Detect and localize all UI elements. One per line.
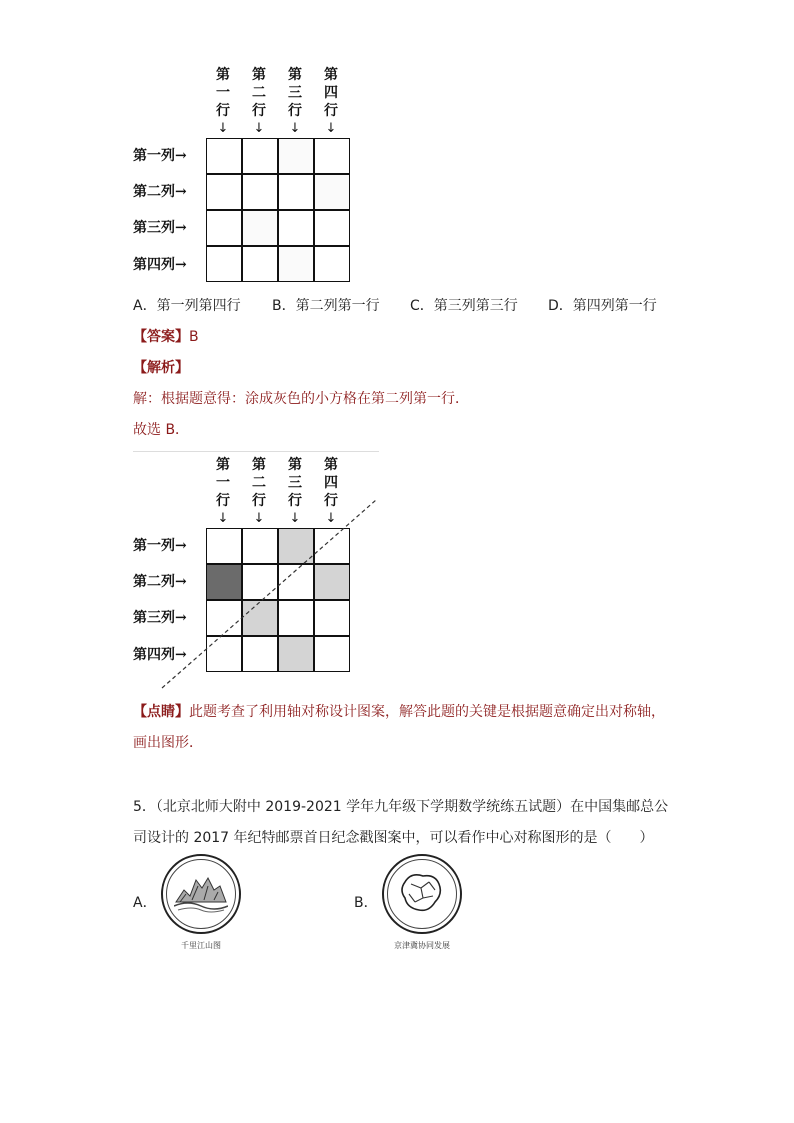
stamp-b-caption: 京津冀协同发展	[394, 941, 450, 950]
option-c: C．第三列第三行	[410, 298, 518, 314]
row-label-2: 第二列→	[133, 184, 187, 200]
option-b: B．第二列第一行	[272, 298, 380, 314]
col-header-2: 第 二 行	[252, 457, 266, 509]
stamp-a-image	[160, 852, 242, 952]
col-header-3: 第 三 行	[288, 457, 302, 509]
question5-line-2: 司设计的 2017 年纪特邮票首日纪念戳图案中，可以看作中心对称图形的是（ ）	[133, 830, 654, 846]
comment-tag: 【点睛】	[133, 704, 189, 720]
comment-text: 此题考查了利用轴对称设计图案，解答此题的关键是根据题意确定出对称轴，	[189, 704, 665, 720]
answer-tag: 【答案】	[133, 329, 189, 345]
row-label-3: 第三列→	[133, 220, 187, 236]
down-arrow-icon: ↓	[325, 511, 337, 526]
answer-value: B	[189, 329, 199, 345]
row-label-4: 第四列→	[133, 647, 187, 663]
col-header-1: 第 一 行	[216, 457, 230, 509]
down-arrow-icon: ↓	[289, 511, 301, 526]
down-arrow-icon: ↓	[253, 511, 265, 526]
comment-line-2: 画出图形．	[133, 735, 203, 751]
row-label-3: 第三列→	[133, 610, 187, 626]
col-header-2: 第 二 行	[252, 67, 266, 119]
col-header-3: 第 三 行	[288, 67, 302, 119]
question5-line-1: 5．（北京北师大附中 2019-2021 学年九年级下学期数学统练五试题）在中国集邮总公	[133, 799, 669, 815]
question5-option-a-label: A．	[133, 895, 157, 911]
col-header-1: 第 一 行	[216, 67, 230, 119]
map-icon	[395, 866, 449, 920]
comment-line-1	[133, 702, 665, 722]
row-label-4: 第四列→	[133, 257, 187, 273]
row-label-1: 第一列→	[133, 538, 187, 554]
down-arrow-icon: ↓	[253, 121, 265, 136]
stamp-a-caption: 千里江山图	[181, 941, 221, 950]
question5-option-b-label: B．	[354, 895, 378, 911]
option-d: D．第四列第一行	[548, 298, 657, 314]
down-arrow-icon: ↓	[289, 121, 301, 136]
mountain-icon	[174, 872, 228, 916]
row-label-1: 第一列→	[133, 148, 187, 164]
col-header-4: 第 四 行	[324, 67, 338, 119]
row-label-2: 第二列→	[133, 574, 187, 590]
down-arrow-icon: ↓	[325, 121, 337, 136]
option-a: A．第一列第四行	[133, 298, 241, 314]
solution-text: 解：根据题意得：涂成灰色的小方格在第二列第一行．	[133, 391, 469, 407]
choose-text: 故选 B．	[133, 422, 190, 438]
down-arrow-icon: ↓	[217, 121, 229, 136]
analysis-tag: 【解析】	[133, 360, 189, 376]
down-arrow-icon: ↓	[217, 511, 229, 526]
stamp-b-image	[381, 852, 463, 952]
col-header-4: 第 四 行	[324, 457, 338, 509]
